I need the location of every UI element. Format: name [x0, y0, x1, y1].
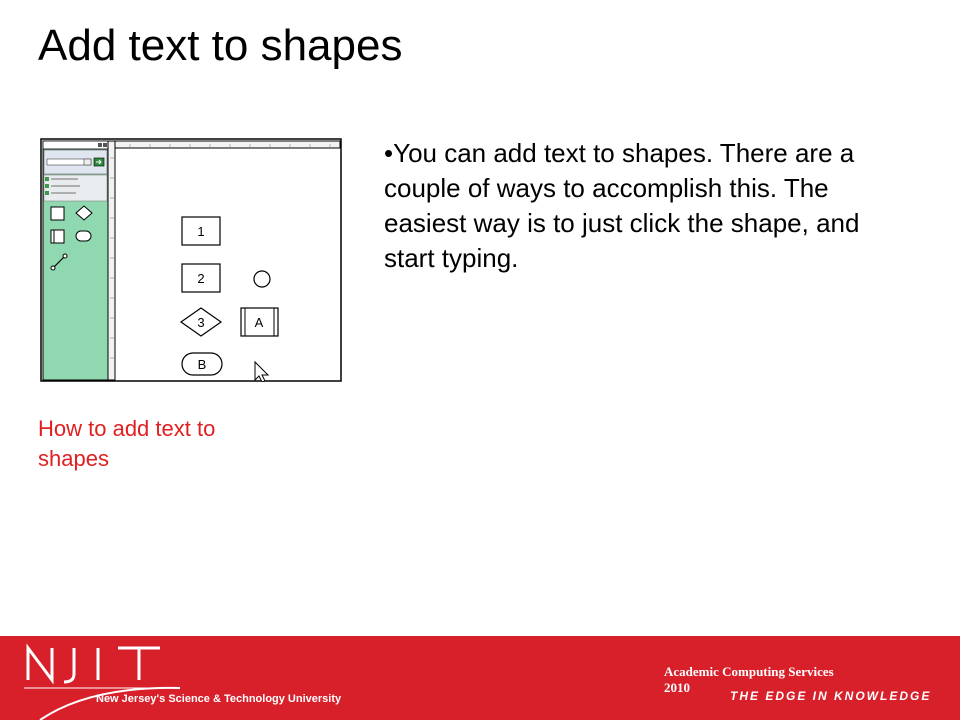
shape-label-2: 2 — [197, 271, 205, 286]
njit-logo-letters — [28, 648, 160, 682]
shape-label-a: A — [254, 315, 264, 330]
panel-search-dropdown[interactable] — [84, 159, 91, 165]
stencil-rectangle-icon[interactable] — [51, 207, 64, 220]
department-name: Academic Computing Services — [664, 664, 834, 679]
how-to-link[interactable]: How to add text to shapes — [38, 416, 216, 471]
shape-label-1: 1 — [197, 224, 205, 239]
stencil-row-icon — [45, 177, 49, 181]
department-year: 2010 — [664, 680, 690, 695]
bullet-paragraph — [384, 136, 904, 276]
tagline: THE EDGE IN KNOWLEDGE — [730, 689, 932, 703]
connector-endpoint-icon — [63, 254, 67, 258]
canvas-circle-shape[interactable] — [254, 271, 270, 287]
diagram-tool-screenshot — [40, 138, 342, 382]
university-name: New Jersey's Science & Technology University — [96, 693, 342, 705]
bullet-text: You can add text to shapes. There are a couple of ways to accomplish this. The easiest way is to just click the shape, and start typing. — [384, 138, 860, 273]
bullet-marker: • — [384, 138, 394, 168]
shape-label-3: 3 — [197, 315, 205, 330]
njit-logo — [0, 636, 360, 720]
stencil-terminator-icon[interactable] — [76, 231, 91, 241]
connector-endpoint-icon — [51, 266, 55, 270]
shape-label-b: B — [197, 357, 207, 372]
panel-header-button[interactable] — [98, 143, 102, 147]
slide-title: Add text to shapes — [38, 21, 403, 70]
stencil-row-icon — [45, 184, 49, 188]
panel-header-button[interactable] — [103, 143, 107, 147]
horizontal-ruler — [115, 141, 340, 148]
footer-band — [0, 636, 960, 720]
stencil-process-icon[interactable] — [51, 230, 64, 243]
stencil-row-icon — [45, 191, 49, 195]
vertical-ruler — [108, 141, 115, 380]
